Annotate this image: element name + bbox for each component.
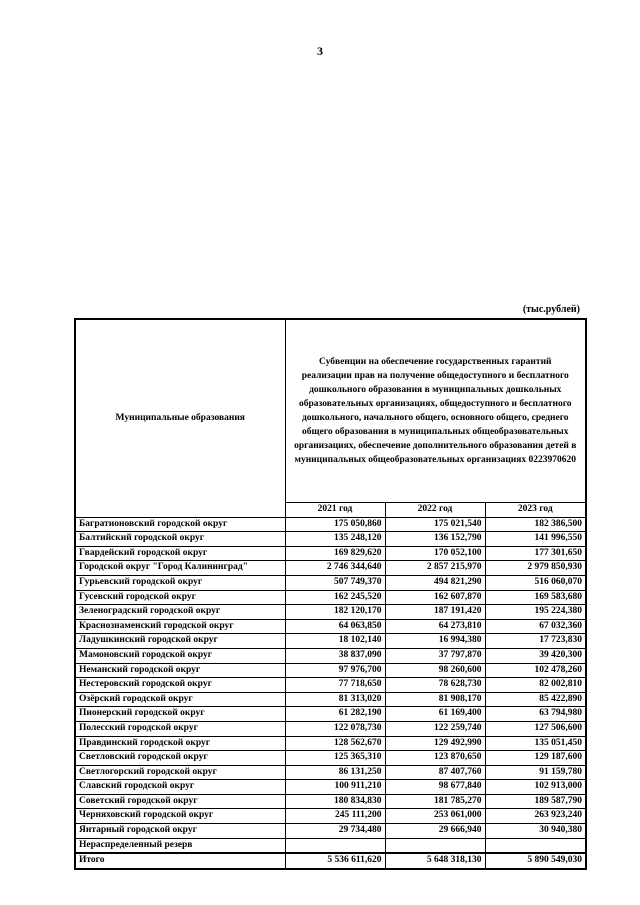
value-2022-cell: 136 152,790 <box>385 532 485 547</box>
table-row <box>75 546 586 561</box>
value-2022-cell: 2 857 215,970 <box>385 561 485 576</box>
municipality-name-cell: Городской округ "Город Калининград" <box>75 561 285 576</box>
year-2021-header: 2021 год <box>285 503 385 518</box>
value-2022-cell: 122 259,740 <box>385 721 485 736</box>
table-row <box>75 809 586 824</box>
subsidies-table <box>74 318 587 870</box>
value-2023-cell: 30 940,380 <box>485 824 586 839</box>
table-row <box>75 707 586 722</box>
value-2023-cell: 169 583,680 <box>485 590 586 605</box>
value-2023-cell: 141 996,550 <box>485 532 586 547</box>
total-row <box>75 853 586 869</box>
value-2021-cell: 245 111,200 <box>285 809 385 824</box>
table-row <box>75 561 586 576</box>
municipality-name-cell: Нестеровский городской округ <box>75 678 285 693</box>
municipality-name-cell: Светловский городской округ <box>75 751 285 766</box>
subsidy-description-header: Субвенции на обеспечение государственных гарантий реализации прав на получение общедоступного и бесплатного дошкольного образования в муниципальных дошкольных образовательных организациях, общедоступного и бесплатного дошкольного, начального общего, основного общего, среднего общего образования в муниципальных общеобразовательных организациях, обеспечение дополнительного образования детей в муниципальных общеобразовательных организациях 0223970620 <box>285 319 586 503</box>
table-row <box>75 794 586 809</box>
value-2023-cell: 2 979 850,930 <box>485 561 586 576</box>
table-row <box>75 634 586 649</box>
value-2023-cell: 177 301,650 <box>485 546 586 561</box>
value-2021-cell: 97 976,700 <box>285 663 385 678</box>
value-2023-cell: 67 032,360 <box>485 619 586 634</box>
value-2022-cell: 29 666,940 <box>385 824 485 839</box>
municipality-name-cell: Озёрский городской округ <box>75 692 285 707</box>
value-2021-cell: 77 718,650 <box>285 678 385 693</box>
value-2023-cell: 39 420,300 <box>485 648 586 663</box>
value-2022-cell: 162 607,870 <box>385 590 485 605</box>
value-2021-cell: 175 050,860 <box>285 517 385 532</box>
municipality-name-cell: Славский городской округ <box>75 780 285 795</box>
value-2021-cell: 169 829,620 <box>285 546 385 561</box>
municipality-name-cell: Пионерский городской округ <box>75 707 285 722</box>
municipality-name-cell: Багратионовский городской округ <box>75 517 285 532</box>
value-2022-cell <box>385 838 485 853</box>
value-2023-cell: 189 587,790 <box>485 794 586 809</box>
table-row <box>75 605 586 620</box>
units-label: (тыс.рублей) <box>522 304 580 315</box>
municipality-name-cell: Полесский городской округ <box>75 721 285 736</box>
value-2023-cell: 135 051,450 <box>485 736 586 751</box>
municipality-name-cell: Ладушкинский городской округ <box>75 634 285 649</box>
value-2021-cell: 182 120,170 <box>285 605 385 620</box>
value-2021-cell: 2 746 344,640 <box>285 561 385 576</box>
value-2022-cell: 87 407,760 <box>385 765 485 780</box>
municipality-name-cell: Балтийский городской округ <box>75 532 285 547</box>
table-row <box>75 692 586 707</box>
value-2022-cell: 64 273,810 <box>385 619 485 634</box>
value-2021-cell: 18 102,140 <box>285 634 385 649</box>
value-2022-cell: 253 061,000 <box>385 809 485 824</box>
value-2023-cell: 63 794,980 <box>485 707 586 722</box>
value-2023-cell: 91 159,780 <box>485 765 586 780</box>
value-2021-cell: 180 834,830 <box>285 794 385 809</box>
value-2021-cell: 125 365,310 <box>285 751 385 766</box>
value-2022-cell: 170 052,100 <box>385 546 485 561</box>
table-row <box>75 517 586 532</box>
value-2022-cell: 81 908,170 <box>385 692 485 707</box>
value-2023-cell: 516 060,070 <box>485 575 586 590</box>
value-2022-cell: 187 191,420 <box>385 605 485 620</box>
table-row <box>75 619 586 634</box>
value-2023-cell: 102 478,260 <box>485 663 586 678</box>
value-2022-cell: 78 628,730 <box>385 678 485 693</box>
value-2023-cell: 263 923,240 <box>485 809 586 824</box>
municipality-name-cell: Гусевский городской округ <box>75 590 285 605</box>
value-2022-cell: 181 785,270 <box>385 794 485 809</box>
value-2022-cell: 175 021,540 <box>385 517 485 532</box>
value-2021-cell: 128 562,670 <box>285 736 385 751</box>
table-row <box>75 648 586 663</box>
value-2022-cell: 16 994,380 <box>385 634 485 649</box>
municipality-name-cell: Правдинский городской округ <box>75 736 285 751</box>
table-row <box>75 838 586 853</box>
municipality-name-cell: Зеленоградский городской округ <box>75 605 285 620</box>
value-2023-cell: 82 002,810 <box>485 678 586 693</box>
table-row <box>75 721 586 736</box>
table-body <box>75 517 586 853</box>
value-2023-cell: 195 224,380 <box>485 605 586 620</box>
table-row <box>75 663 586 678</box>
table-row <box>75 751 586 766</box>
total-label: Итого <box>75 853 285 869</box>
municipality-name-cell: Нераспределенный резерв <box>75 838 285 853</box>
value-2022-cell: 494 821,290 <box>385 575 485 590</box>
table-row <box>75 532 586 547</box>
value-2023-cell: 102 913,000 <box>485 780 586 795</box>
municipalities-header: Муниципальные образования <box>75 319 285 517</box>
table-row <box>75 678 586 693</box>
total-2021: 5 536 611,620 <box>285 853 385 869</box>
municipality-name-cell: Черняховский городской округ <box>75 809 285 824</box>
table-row <box>75 780 586 795</box>
municipality-name-cell: Гурьевский городской округ <box>75 575 285 590</box>
value-2022-cell: 123 870,650 <box>385 751 485 766</box>
value-2021-cell: 507 749,370 <box>285 575 385 590</box>
value-2021-cell: 38 837,090 <box>285 648 385 663</box>
value-2021-cell: 135 248,120 <box>285 532 385 547</box>
value-2021-cell <box>285 838 385 853</box>
value-2023-cell: 85 422,890 <box>485 692 586 707</box>
table-row <box>75 575 586 590</box>
table-row <box>75 824 586 839</box>
total-2023: 5 890 549,030 <box>485 853 586 869</box>
value-2022-cell: 37 797,870 <box>385 648 485 663</box>
value-2023-cell: 17 723,830 <box>485 634 586 649</box>
value-2021-cell: 162 245,520 <box>285 590 385 605</box>
page-number: 3 <box>317 44 323 58</box>
value-2021-cell: 64 063,850 <box>285 619 385 634</box>
value-2023-cell: 182 386,500 <box>485 517 586 532</box>
table-row <box>75 590 586 605</box>
municipality-name-cell: Гвардейский городской округ <box>75 546 285 561</box>
municipality-name-cell: Мамоновский городской округ <box>75 648 285 663</box>
value-2021-cell: 29 734,480 <box>285 824 385 839</box>
value-2023-cell <box>485 838 586 853</box>
value-2021-cell: 86 131,250 <box>285 765 385 780</box>
municipality-name-cell: Неманский городской округ <box>75 663 285 678</box>
value-2022-cell: 98 677,840 <box>385 780 485 795</box>
table-row <box>75 765 586 780</box>
value-2021-cell: 61 282,190 <box>285 707 385 722</box>
total-2022: 5 648 318,130 <box>385 853 485 869</box>
value-2022-cell: 98 260,600 <box>385 663 485 678</box>
value-2022-cell: 129 492,990 <box>385 736 485 751</box>
value-2021-cell: 100 911,210 <box>285 780 385 795</box>
value-2023-cell: 129 187,600 <box>485 751 586 766</box>
year-2022-header: 2022 год <box>385 503 485 518</box>
value-2021-cell: 81 313,020 <box>285 692 385 707</box>
municipality-name-cell: Советский городской округ <box>75 794 285 809</box>
municipality-name-cell: Янтарный городской округ <box>75 824 285 839</box>
table-row <box>75 736 586 751</box>
value-2021-cell: 122 078,730 <box>285 721 385 736</box>
municipality-name-cell: Светлогорский городской округ <box>75 765 285 780</box>
year-2023-header: 2023 год <box>485 503 586 518</box>
municipality-name-cell: Краснознаменский городской округ <box>75 619 285 634</box>
value-2023-cell: 127 506,600 <box>485 721 586 736</box>
value-2022-cell: 61 169,400 <box>385 707 485 722</box>
